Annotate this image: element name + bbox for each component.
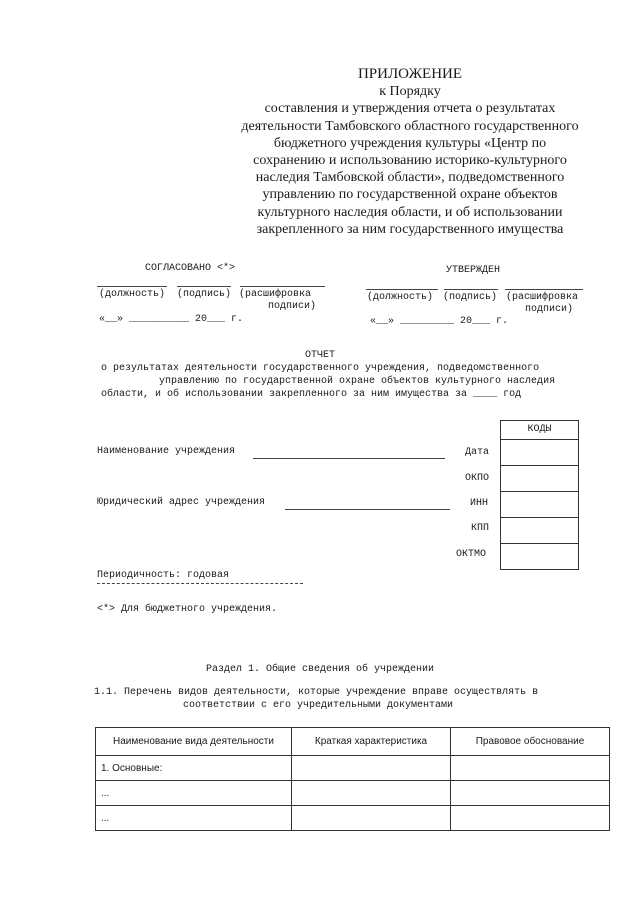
agreed-date: «__» __________ 20___ г. — [99, 314, 244, 325]
activities-table — [95, 727, 610, 831]
appendix-line: управлению по государственной охране объектов — [262, 187, 558, 203]
table-cell[interactable]: ... — [96, 781, 292, 806]
report-line-3: области, и об использовании закрепленного за ним имущества за ____ год — [101, 389, 522, 400]
appendix-line: закрепленного за ним государственного имущества — [256, 221, 564, 237]
agreed-decoding-label: (расшифровка — [239, 289, 312, 300]
agreed-signature-label: (подпись) — [177, 289, 232, 300]
column-header: Правовое обоснование — [451, 728, 610, 756]
footnote: <*> Для бюджетного учреждения. — [97, 604, 278, 615]
approved-date: «__» _________ 20___ г. — [370, 316, 509, 327]
table-cell[interactable]: 1. Основные: — [96, 756, 292, 781]
approved-decoding-line — [505, 289, 583, 290]
code-cell-date[interactable] — [501, 440, 578, 466]
legal-address-line[interactable] — [285, 509, 450, 510]
column-header: Наименование вида деятельности — [96, 728, 292, 756]
agreed-signature-line — [177, 286, 231, 287]
agreed-position-line — [97, 286, 167, 287]
report-title: ОТЧЕТ — [304, 350, 335, 361]
approved-signature-label: (подпись) — [443, 292, 498, 303]
table-row — [96, 806, 610, 831]
approved-position-label: (должность) — [367, 292, 434, 303]
inn-label: ИНН — [470, 498, 489, 509]
approved-decoding-label: (расшифровка — [506, 292, 579, 303]
table-cell[interactable]: ... — [96, 806, 292, 831]
appendix-line: сохранению и использованию историко-культурного — [253, 153, 567, 169]
report-line-2: управлению по государственной охране объектов культурного наследия — [159, 376, 556, 387]
table-row — [96, 756, 610, 781]
oktmo-label: ОКТМО — [456, 549, 487, 560]
table-header-row — [96, 728, 610, 756]
agreed-heading: СОГЛАСОВАНО <*> — [145, 263, 236, 274]
codes-box — [500, 420, 579, 570]
code-cell-inn[interactable] — [501, 492, 578, 518]
appendix-line: культурного наследия области, и об использовании — [257, 204, 563, 220]
code-cell-okpo[interactable] — [501, 466, 578, 492]
agreed-position-label: (должность) — [99, 289, 166, 300]
report-line-1: о результатах деятельности государственного учреждения, подведомственного — [101, 363, 540, 374]
appendix-line: составления и утверждения отчета о результатах — [264, 101, 556, 117]
section-subtitle-2: соответствии с его учредительными документами — [183, 700, 454, 711]
appendix-header — [200, 66, 620, 238]
table-cell[interactable] — [292, 756, 451, 781]
appendix-line: наследия Тамбовской области», подведомственного — [255, 170, 565, 186]
table-cell[interactable] — [451, 806, 610, 831]
approved-heading: УТВЕРЖДЕН — [446, 265, 501, 276]
periodicity-label: Периодичность: годовая — [97, 570, 230, 581]
periodicity-rule — [97, 583, 303, 584]
appendix-line: к Порядку — [379, 84, 441, 100]
code-cell-oktmo[interactable] — [501, 544, 578, 569]
date-label: Дата — [465, 447, 490, 458]
code-cell-kpp[interactable] — [501, 518, 578, 544]
okpo-label: ОКПО — [465, 473, 490, 484]
approved-signature-line — [444, 289, 498, 290]
section-subtitle-1: 1.1. Перечень видов деятельности, которые учреждение вправе осуществлять в — [94, 687, 539, 698]
codes-header: КОДЫ — [501, 421, 578, 440]
table-cell[interactable] — [292, 781, 451, 806]
kpp-label: КПП — [471, 523, 490, 534]
section-title: Раздел 1. Общие сведения об учреждении — [205, 664, 435, 675]
appendix-line: бюджетного учреждения культуры «Центр по — [273, 135, 547, 151]
table-cell[interactable] — [451, 781, 610, 806]
institution-name-label: Наименование учреждения — [97, 446, 236, 457]
legal-address-label: Юридический адрес учреждения — [97, 497, 266, 508]
agreed-decoding-label-2: подписи) — [268, 301, 317, 312]
approved-decoding-label-2: подписи) — [525, 304, 574, 315]
table-cell[interactable] — [451, 756, 610, 781]
agreed-decoding-line — [240, 286, 325, 287]
table-row — [96, 781, 610, 806]
appendix-line: деятельности Тамбовского областного государственного — [241, 118, 579, 134]
table-cell[interactable] — [292, 806, 451, 831]
column-header: Краткая характеристика — [292, 728, 451, 756]
approved-position-line — [366, 289, 438, 290]
appendix-title: ПРИЛОЖЕНИЕ — [357, 66, 463, 82]
institution-name-line[interactable] — [253, 458, 445, 459]
